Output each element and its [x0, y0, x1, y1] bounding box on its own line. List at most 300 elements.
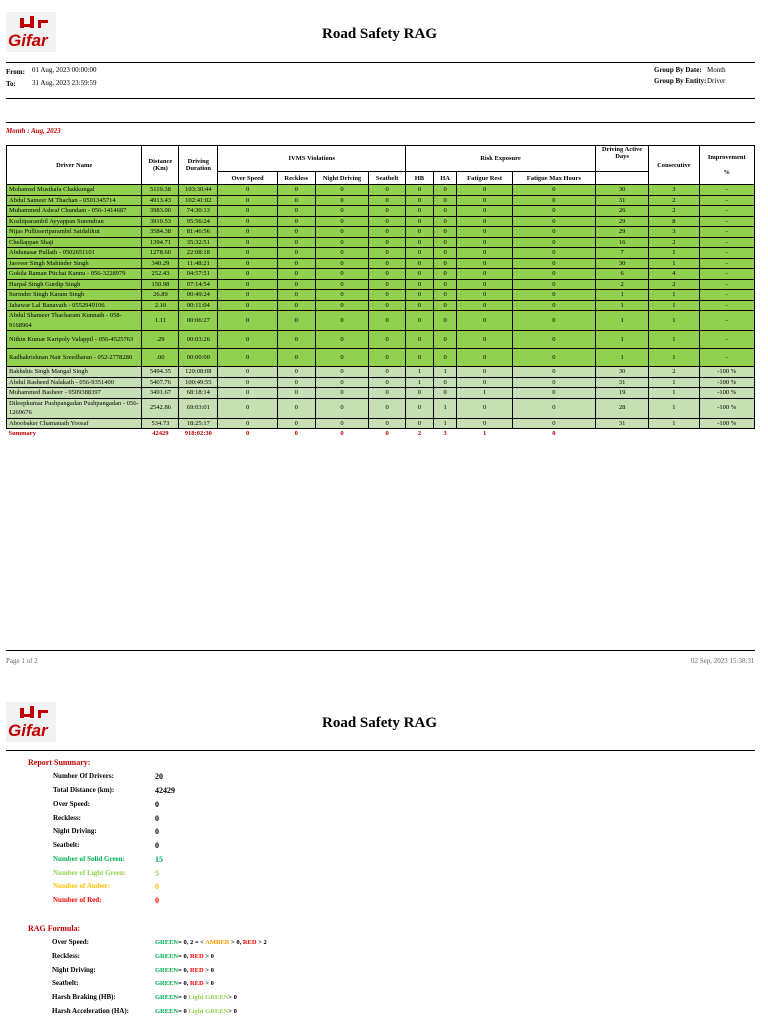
- cell-fr: 0: [457, 216, 512, 227]
- cell-ha: 1: [433, 398, 457, 418]
- col-duration: Driving Duration: [179, 146, 218, 185]
- cell-cons: 1: [649, 248, 699, 259]
- cell-fm: 0: [512, 367, 595, 378]
- cell-hb: 0: [406, 258, 434, 269]
- cell-rk: 0: [277, 206, 315, 217]
- cell-rk: 0: [277, 418, 315, 429]
- cell-days: 30: [595, 185, 648, 196]
- cell-nd: 0: [315, 185, 368, 196]
- amber-label: Number of Amber:: [53, 882, 111, 890]
- cell-nd: 0: [315, 227, 368, 238]
- cell-days: 31: [595, 418, 648, 429]
- driver-name-cell: Chellappan Shaji: [7, 237, 142, 248]
- cell-rk: 0: [277, 290, 315, 301]
- rag-formula-title: RAG Formula:: [28, 924, 81, 933]
- report-title: Road Safety RAG: [322, 26, 437, 42]
- col-distance: Distance (Km): [142, 146, 179, 185]
- cell-days: 6: [595, 269, 648, 280]
- red-value: 0: [155, 896, 159, 905]
- cell-dur: 04:57:51: [179, 269, 218, 280]
- cell-ha: 0: [433, 311, 457, 331]
- cell-nd: 0: [315, 269, 368, 280]
- cell-fr: 0: [457, 349, 512, 367]
- col-night-driving: Night Driving: [315, 172, 368, 185]
- table-row: [7, 290, 755, 301]
- cell-fm: 0: [512, 185, 595, 196]
- cell-nd: 0: [315, 237, 368, 248]
- col-active-days: Driving Active Days: [595, 146, 648, 172]
- cell-cons: 2: [649, 367, 699, 378]
- cell-cons: 2: [649, 237, 699, 248]
- cell-hb: 0: [406, 206, 434, 217]
- cell-cons: 1: [649, 290, 699, 301]
- svg-text:Gifar: Gifar: [8, 31, 48, 50]
- summary-fr: 1: [457, 429, 512, 439]
- cell-fr: 0: [457, 331, 512, 349]
- cell-fm: 0: [512, 300, 595, 311]
- cell-fm: 0: [512, 195, 595, 206]
- cell-days: 29: [595, 216, 648, 227]
- cell-imp: -100 %: [699, 418, 755, 429]
- cell-dur: 103:30:44: [179, 185, 218, 196]
- cell-days: 29: [595, 227, 648, 238]
- cell-cons: 1: [649, 398, 699, 418]
- driver-name-cell: Radhakrishnan Nair Sreedharan - 052-2778280: [7, 349, 142, 367]
- cell-ha: 0: [433, 349, 457, 367]
- cell-ha: 0: [433, 248, 457, 259]
- divider: [6, 650, 755, 651]
- night-value: 0: [155, 827, 159, 836]
- summary-fm: 0: [512, 429, 595, 439]
- cell-fr: 0: [457, 290, 512, 301]
- cell-fr: 0: [457, 237, 512, 248]
- cell-fm: 0: [512, 349, 595, 367]
- cell-hb: 0: [406, 388, 434, 399]
- cell-dist: 1.11: [142, 311, 179, 331]
- cell-fm: 0: [512, 248, 595, 259]
- cell-rk: 0: [277, 248, 315, 259]
- cell-fm: 0: [512, 388, 595, 399]
- cell-imp: -100 %: [699, 377, 755, 388]
- cell-hb: 0: [406, 279, 434, 290]
- cell-rk: 0: [277, 258, 315, 269]
- cell-ha: 0: [433, 206, 457, 217]
- cell-hb: 0: [406, 349, 434, 367]
- cell-rk: 0: [277, 300, 315, 311]
- cell-rk: 0: [277, 331, 315, 349]
- cell-dur: 07:14:54: [179, 279, 218, 290]
- cell-ha: 0: [433, 269, 457, 280]
- distance-value: 42429: [155, 786, 175, 795]
- cell-hb: 0: [406, 418, 434, 429]
- cell-os: 0: [218, 290, 278, 301]
- cell-rk: 0: [277, 398, 315, 418]
- cell-fr: 0: [457, 269, 512, 280]
- driver-name-cell: Nijas Pullisseriparambil Saidalikut: [7, 227, 142, 238]
- cell-days: 30: [595, 367, 648, 378]
- cell-sb: 0: [369, 418, 406, 429]
- cell-days: 16: [595, 237, 648, 248]
- cell-imp: -: [699, 279, 755, 290]
- divider: [6, 98, 755, 99]
- cell-imp: -: [699, 248, 755, 259]
- cell-dist: 5494.35: [142, 367, 179, 378]
- cell-nd: 0: [315, 388, 368, 399]
- cell-rk: 0: [277, 279, 315, 290]
- cell-fr: 1: [457, 388, 512, 399]
- cell-nd: 0: [315, 367, 368, 378]
- cell-nd: 0: [315, 290, 368, 301]
- cell-nd: 0: [315, 377, 368, 388]
- cell-dist: 1278.60: [142, 248, 179, 259]
- cell-imp: -: [699, 300, 755, 311]
- cell-fr: 0: [457, 367, 512, 378]
- col-consecutive: Consecutive: [649, 146, 699, 185]
- drivers-value: 20: [155, 772, 163, 781]
- cell-fm: 0: [512, 237, 595, 248]
- reckless-label: Reckless:: [53, 814, 81, 822]
- cell-fm: 0: [512, 377, 595, 388]
- amber-value: 0: [155, 882, 159, 891]
- cell-days: 1: [595, 331, 648, 349]
- summary-rk: 0: [277, 429, 315, 439]
- cell-dist: .00: [142, 349, 179, 367]
- cell-fr: 0: [457, 418, 512, 429]
- col-improvement: [699, 146, 755, 185]
- table-row: [7, 237, 755, 248]
- cell-ha: 0: [433, 227, 457, 238]
- cell-sb: 0: [369, 311, 406, 331]
- cell-ha: 0: [433, 185, 457, 196]
- cell-os: 0: [218, 331, 278, 349]
- cell-rk: 0: [277, 195, 315, 206]
- cell-imp: -100 %: [699, 398, 755, 418]
- cell-imp: -: [699, 311, 755, 331]
- driver-name-cell: Muhammed Basheer - 0509388397: [7, 388, 142, 399]
- cell-fm: 0: [512, 269, 595, 280]
- from-value: 01 Aug, 2023 00:00:00: [32, 66, 97, 74]
- cell-fr: 0: [457, 258, 512, 269]
- cell-dur: 81:46:56: [179, 227, 218, 238]
- cell-nd: 0: [315, 206, 368, 217]
- cell-sb: 0: [369, 206, 406, 217]
- cell-os: 0: [218, 300, 278, 311]
- cell-sb: 0: [369, 279, 406, 290]
- cell-hb: 0: [406, 290, 434, 301]
- driver-name-cell: Dileepkumar Pushpangadan Pushpangadan - 056-1269676: [7, 398, 142, 418]
- cell-dist: 534.73: [142, 418, 179, 429]
- col-ha: HA: [433, 172, 457, 185]
- cell-os: 0: [218, 398, 278, 418]
- driver-name-cell: Surinder Singh Karam Singh: [7, 290, 142, 301]
- group-risk: Risk Exposure: [406, 146, 596, 172]
- drivers-label: Number Of Drivers:: [53, 772, 114, 780]
- cell-os: 0: [218, 258, 278, 269]
- cell-hb: 0: [406, 216, 434, 227]
- cell-cons: 1: [649, 418, 699, 429]
- cell-cons: 1: [649, 311, 699, 331]
- cell-dist: 3910.53: [142, 216, 179, 227]
- rag-table: [6, 145, 755, 439]
- cell-rk: 0: [277, 269, 315, 280]
- cell-fm: 0: [512, 227, 595, 238]
- cell-hb: 1: [406, 367, 434, 378]
- summary-sb: 0: [369, 429, 406, 439]
- cell-nd: 0: [315, 248, 368, 259]
- table-row: [7, 269, 755, 280]
- cell-cons: 1: [649, 258, 699, 269]
- cell-fm: 0: [512, 258, 595, 269]
- group-date-label: Group By Date:: [654, 66, 702, 74]
- cell-imp: -: [699, 206, 755, 217]
- cell-ha: 1: [433, 418, 457, 429]
- cell-dist: 252.43: [142, 269, 179, 280]
- formula-seatbelt-label: Seatbelt:: [52, 979, 79, 987]
- cell-nd: 0: [315, 349, 368, 367]
- cell-imp: -: [699, 237, 755, 248]
- cell-imp: -: [699, 216, 755, 227]
- cell-days: 7: [595, 248, 648, 259]
- cell-cons: 2: [649, 206, 699, 217]
- table-row: [7, 185, 755, 196]
- formula-ha-label: Harsh Acceleration (HA):: [52, 1007, 129, 1015]
- cell-imp: -: [699, 227, 755, 238]
- cell-dur: 00:00:00: [179, 349, 218, 367]
- driver-name-cell: Jasveer Singh Mahinder Singh: [7, 258, 142, 269]
- driver-name-cell: Muhammed Ashraf Chundam - 056-1414687: [7, 206, 142, 217]
- page-number: Page 1 of 2: [6, 657, 38, 665]
- cell-os: 0: [218, 367, 278, 378]
- cell-fr: 0: [457, 227, 512, 238]
- formula-hb: GREEN= 0 Light GREEN> 0: [155, 994, 237, 1001]
- group-entity-value: Driver: [707, 77, 726, 85]
- night-label: Night Driving:: [53, 827, 97, 835]
- table-row: [7, 377, 755, 388]
- col-reckless: Reckless: [277, 172, 315, 185]
- report-title: Road Safety RAG: [322, 715, 437, 731]
- cell-days: 1: [595, 311, 648, 331]
- summary-empty: [699, 429, 755, 439]
- formula-reckless-label: Reckless:: [52, 952, 80, 960]
- cell-dur: 74:30:13: [179, 206, 218, 217]
- cell-rk: 0: [277, 227, 315, 238]
- cell-rk: 0: [277, 237, 315, 248]
- cell-os: 0: [218, 216, 278, 227]
- report-summary-title: Report Summary:: [28, 758, 91, 767]
- cell-hb: 0: [406, 185, 434, 196]
- cell-days: 26: [595, 206, 648, 217]
- cell-rk: 0: [277, 216, 315, 227]
- table-row: [7, 418, 755, 429]
- solid-green-label: Number of Solid Green:: [53, 855, 125, 863]
- cell-dur: 00:06:27: [179, 311, 218, 331]
- cell-nd: 0: [315, 311, 368, 331]
- cell-sb: 0: [369, 269, 406, 280]
- summary-os: 0: [218, 429, 278, 439]
- cell-cons: 1: [649, 388, 699, 399]
- cell-dist: 3584.38: [142, 227, 179, 238]
- cell-sb: 0: [369, 398, 406, 418]
- cell-fr: 0: [457, 311, 512, 331]
- col-fatigue-max-hours: Fatigue Max Hours: [512, 172, 595, 185]
- gifar-logo: [6, 702, 56, 742]
- summary-label: Summary: [7, 429, 142, 439]
- cell-fm: 0: [512, 418, 595, 429]
- cell-sb: 0: [369, 349, 406, 367]
- cell-dist: 4913.43: [142, 195, 179, 206]
- cell-fr: 0: [457, 185, 512, 196]
- table-row: [7, 300, 755, 311]
- table-row: [7, 216, 755, 227]
- cell-os: 0: [218, 248, 278, 259]
- cell-dur: 00:11:04: [179, 300, 218, 311]
- cell-dist: 1394.71: [142, 237, 179, 248]
- cell-fm: 0: [512, 311, 595, 331]
- col-fatigue-rest: Fatigue Rest: [457, 172, 512, 185]
- cell-hb: 0: [406, 398, 434, 418]
- cell-hb: 0: [406, 248, 434, 259]
- cell-ha: 0: [433, 331, 457, 349]
- cell-nd: 0: [315, 398, 368, 418]
- table-row: [7, 349, 755, 367]
- cell-dur: 102:41:02: [179, 195, 218, 206]
- driver-name-cell: Abdul Sameer M Thachan - 0501345714: [7, 195, 142, 206]
- cell-fm: 0: [512, 206, 595, 217]
- gifar-logo: [6, 12, 56, 52]
- cell-os: 0: [218, 418, 278, 429]
- cell-ha: 0: [433, 258, 457, 269]
- cell-dur: 22:08:18: [179, 248, 218, 259]
- cell-dur: 68:18:14: [179, 388, 218, 399]
- formula-night: GREEN= 0, RED > 0: [155, 967, 214, 974]
- cell-fr: 0: [457, 195, 512, 206]
- cell-imp: -: [699, 331, 755, 349]
- cell-cons: 4: [649, 269, 699, 280]
- cell-fr: 0: [457, 300, 512, 311]
- cell-fr: 0: [457, 206, 512, 217]
- summary-dur: 918:02:30: [179, 429, 218, 439]
- summary-empty: [595, 429, 648, 439]
- cell-hb: 0: [406, 300, 434, 311]
- cell-os: 0: [218, 377, 278, 388]
- group-entity-label: Group By Entity:: [654, 77, 707, 85]
- cell-dist: 2542.86: [142, 398, 179, 418]
- cell-ha: 0: [433, 279, 457, 290]
- table-row: [7, 367, 755, 378]
- cell-fr: 0: [457, 279, 512, 290]
- overspeed-value: 0: [155, 800, 159, 809]
- driver-name-cell: Abdul Shameer Thacharam Kunnath - 058-9168964: [7, 311, 142, 331]
- cell-sb: 0: [369, 237, 406, 248]
- cell-nd: 0: [315, 258, 368, 269]
- formula-seatbelt: GREEN= 0, RED > 0: [155, 980, 214, 987]
- cell-rk: 0: [277, 388, 315, 399]
- cell-os: 0: [218, 237, 278, 248]
- cell-hb: 0: [406, 331, 434, 349]
- table-row: [7, 248, 755, 259]
- cell-fm: 0: [512, 279, 595, 290]
- cell-sb: 0: [369, 290, 406, 301]
- formula-hb-label: Harsh Braking (HB):: [52, 993, 116, 1001]
- cell-dist: 5407.76: [142, 377, 179, 388]
- summary-empty: [649, 429, 699, 439]
- group-ivms: IVMS Violations: [218, 146, 406, 172]
- cell-ha: 0: [433, 216, 457, 227]
- cell-ha: 1: [433, 367, 457, 378]
- cell-os: 0: [218, 269, 278, 280]
- driver-name-cell: Abdul Rasheed Nalakath - 056-9351400: [7, 377, 142, 388]
- summary-row: [7, 429, 755, 439]
- light-green-value: 5: [155, 869, 159, 878]
- table-row: [7, 398, 755, 418]
- cell-hb: 0: [406, 269, 434, 280]
- cell-cons: 8: [649, 216, 699, 227]
- cell-nd: 0: [315, 331, 368, 349]
- cell-sb: 0: [369, 300, 406, 311]
- cell-nd: 0: [315, 216, 368, 227]
- cell-sb: 0: [369, 367, 406, 378]
- cell-rk: 0: [277, 311, 315, 331]
- cell-dur: 120:08:08: [179, 367, 218, 378]
- distance-label: Total Distance (km):: [53, 786, 115, 794]
- driver-name-cell: Harpal Singh Gurdip Singh: [7, 279, 142, 290]
- driver-name-cell: Gokila Raman Pitchai Kannu - 056-3228979: [7, 269, 142, 280]
- cell-cons: 1: [649, 377, 699, 388]
- cell-imp: -: [699, 185, 755, 196]
- driver-name-cell: Nithin Kumar Karipoly Valappil - 056-4525763: [7, 331, 142, 349]
- cell-imp: -: [699, 269, 755, 280]
- driver-name-cell: Mohamed Musthafa Chakkungal: [7, 185, 142, 196]
- cell-ha: 0: [433, 377, 457, 388]
- cell-days: 2: [595, 279, 648, 290]
- to-value: 31 Aug, 2023 23:59:59: [32, 79, 97, 87]
- cell-days: 1: [595, 349, 648, 367]
- cell-os: 0: [218, 195, 278, 206]
- cell-ha: 0: [433, 388, 457, 399]
- cell-dur: 00:49:24: [179, 290, 218, 301]
- formula-overspeed: GREEN= 0, 2 = < AMBER > 0, RED > 2: [155, 939, 267, 946]
- cell-dist: 3983.00: [142, 206, 179, 217]
- summary-hb: 2: [406, 429, 434, 439]
- formula-overspeed-label: Over Speed:: [52, 938, 90, 946]
- cell-dur: 35:32:51: [179, 237, 218, 248]
- cell-dur: 11:48:21: [179, 258, 218, 269]
- print-date: 02 Sep, 2023 15:38:31: [691, 657, 755, 665]
- cell-os: 0: [218, 206, 278, 217]
- driver-name-cell: Bakhshis Singh Mangal Singh: [7, 367, 142, 378]
- cell-os: 0: [218, 388, 278, 399]
- cell-sb: 0: [369, 377, 406, 388]
- cell-cons: 1: [649, 300, 699, 311]
- cell-days: 1: [595, 290, 648, 301]
- cell-os: 0: [218, 311, 278, 331]
- cell-dist: 26.89: [142, 290, 179, 301]
- cell-dur: 18:25:17: [179, 418, 218, 429]
- improvement-label: Improvement: [707, 154, 746, 161]
- from-label: From:: [6, 68, 25, 76]
- cell-cons: 3: [649, 227, 699, 238]
- cell-imp: -: [699, 258, 755, 269]
- table-row: [7, 206, 755, 217]
- cell-dur: 69:03:01: [179, 398, 218, 418]
- cell-sb: 0: [369, 258, 406, 269]
- table-row: [7, 227, 755, 238]
- cell-imp: -: [699, 290, 755, 301]
- cell-hb: 0: [406, 195, 434, 206]
- to-label: To:: [6, 80, 16, 88]
- cell-fm: 0: [512, 216, 595, 227]
- cell-os: 0: [218, 349, 278, 367]
